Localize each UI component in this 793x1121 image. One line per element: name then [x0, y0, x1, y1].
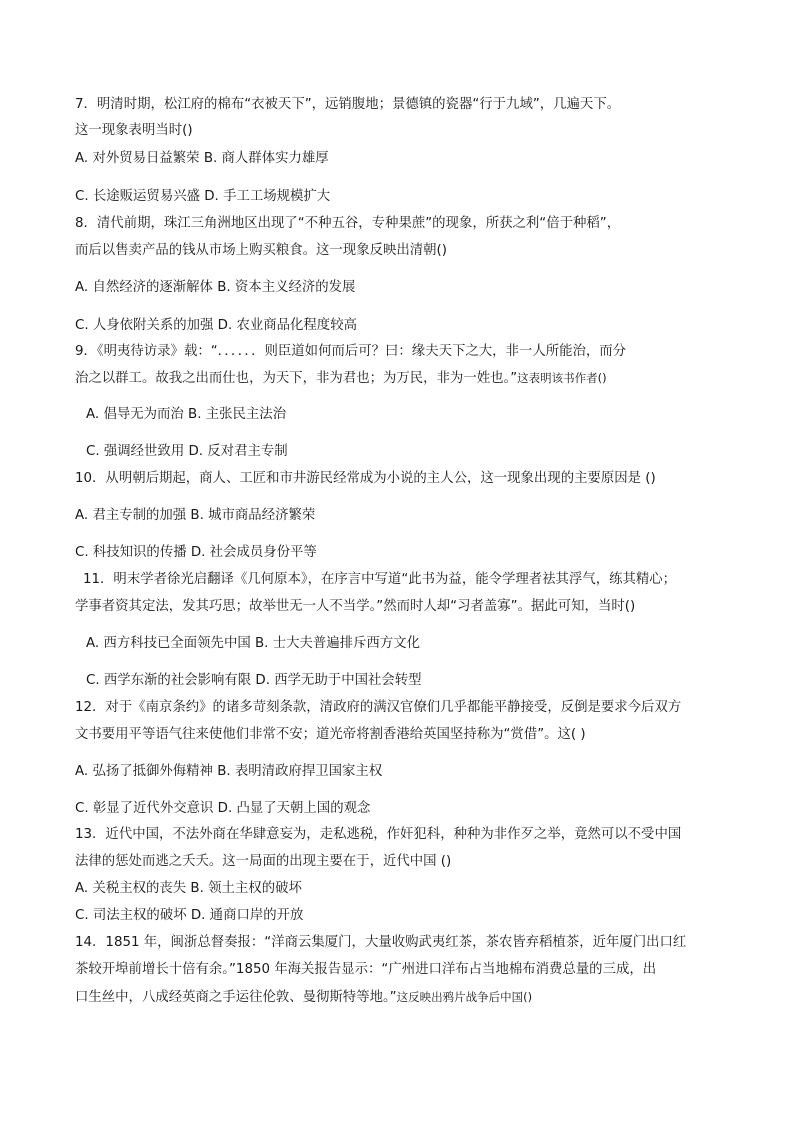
q9-options-line-2: C. 强调经世致用 D. 反对君主专制 — [86, 444, 288, 459]
q13-options-line-2: C. 司法主权的破坏 D. 通商口岸的开放 — [75, 908, 304, 923]
q11-options-line-1: A. 西方科技已全面领先中国 B. 士大夫普遍排斥西方文化 — [86, 636, 420, 651]
q14-stem-line-3-main: 口生丝中，八成经英商之手运往伦敦、曼彻斯特等地。” — [75, 990, 397, 1005]
q7-stem-line-1: 7．明清时期，松江府的棉布“衣被天下”，远销腹地；景德镇的瓷器“行于九域”，几遍天下。 — [75, 97, 621, 112]
q10-options-line-2: C. 科技知识的传播 D. 社会成员身份平等 — [75, 545, 317, 560]
q14-stem-line-1: 14．1851 年，闽浙总督奏报：“洋商云集厦门，大量收购武夷红茶，茶农皆弃稻植茶，近年厦门出口红 — [75, 935, 687, 950]
q9-stem-line-1: 9．《明夷待访录》载：“．．．．．．则臣道如何而后可？曰：缘夫天下之大，非一人所能治，而分 — [75, 344, 627, 359]
q7-stem-line-2: 这一现象表明当时() — [75, 123, 193, 138]
q8-options-line-1: A. 自然经济的逐渐解体 B. 资本主义经济的发展 — [75, 280, 356, 295]
q9-stem-line-2 — [75, 369, 607, 388]
q14-stem-tail: 这反映出鸦片战争后中国() — [396, 990, 533, 1004]
q7-options-line-2: C. 长途贩运贸易兴盛 D. 手工工场规模扩大 — [75, 189, 331, 204]
q14-stem-line-3 — [75, 988, 532, 1007]
q11-options-line-2: C. 西学东渐的社会影响有限 D. 西学无助于中国社会转型 — [86, 673, 422, 688]
q8-stem-line-2: 而后以售卖产品的钱从市场上购买粮食。这一现象反映出清朝() — [75, 243, 447, 258]
q9-stem-tail: 这表明该书作者() — [517, 371, 607, 385]
q10-options-line-1: A. 君主专制的加强 B. 城市商品经济繁荣 — [75, 508, 316, 523]
q12-options-line-2: C. 彰显了近代外交意识 D. 凸显了天朝上国的观念 — [75, 801, 371, 816]
q13-stem-line-2: 法律的惩处而逃之夭夭。这一局面的出现主要在于，近代中国 () — [75, 854, 452, 869]
q8-stem-line-1: 8．清代前期，珠江三角洲地区出现了“不种五谷，专种果蔗”的现象，所获之利“倍于种稻”， — [75, 216, 621, 231]
q10-stem-line-1: 10．从明朝后期起，商人、工匠和市井游民经常成为小说的主人公，这一现象出现的主要原因是 () — [75, 471, 656, 486]
q12-stem-line-2: 文书要用平等语气往来使他们非常不安；道光帝将割香港给英国坚持称为“赏借”。这( ) — [75, 727, 586, 742]
q8-options-line-2: C. 人身依附关系的加强 D. 农业商品化程度较高 — [75, 318, 357, 333]
q13-options-line-1: A. 关税主权的丧失 B. 领土主权的破坏 — [75, 881, 302, 896]
q13-stem-line-1: 13．近代中国，不法外商在华肆意妄为，走私逃税，作奸犯科，种种为非作歹之举，竟然可以不受中国 — [75, 827, 682, 842]
q12-options-line-1: A. 弘扬了抵御外侮精神 B. 表明清政府捍卫国家主权 — [75, 764, 383, 779]
q11-stem-line-1: 11．明末学者徐光启翻译《几何原本》，在序言中写道“此书为益，能令学理者祛其浮气，练其精心； — [83, 572, 677, 587]
q9-options-line-1: A. 倡导无为而治 B. 主张民主法治 — [86, 407, 287, 422]
q12-stem-line-1: 12．对于《南京条约》的诸多苛刻条款，清政府的满汉官僚们几乎都能平静接受，反倒是要求今后双方 — [75, 700, 682, 715]
q11-stem-line-2: 学事者资其定法，发其巧思；故举世无一人不当学。”然而时人却“习者盖寡”。据此可知，当时() — [75, 599, 636, 614]
q14-stem-line-2: 茶较开埠前增长十倍有余。”1850 年海关报告显示：“广州进口洋布占当地棉布消费总量的三成，出 — [75, 962, 657, 977]
q9-stem-line-2-main: 治之以群工。故我之出而仕也，为天下，非为君也；为万民，非为一姓也。” — [75, 371, 518, 386]
q7-options-line-1: A. 对外贸易日益繁荣 B. 商人群体实力雄厚 — [75, 151, 329, 166]
